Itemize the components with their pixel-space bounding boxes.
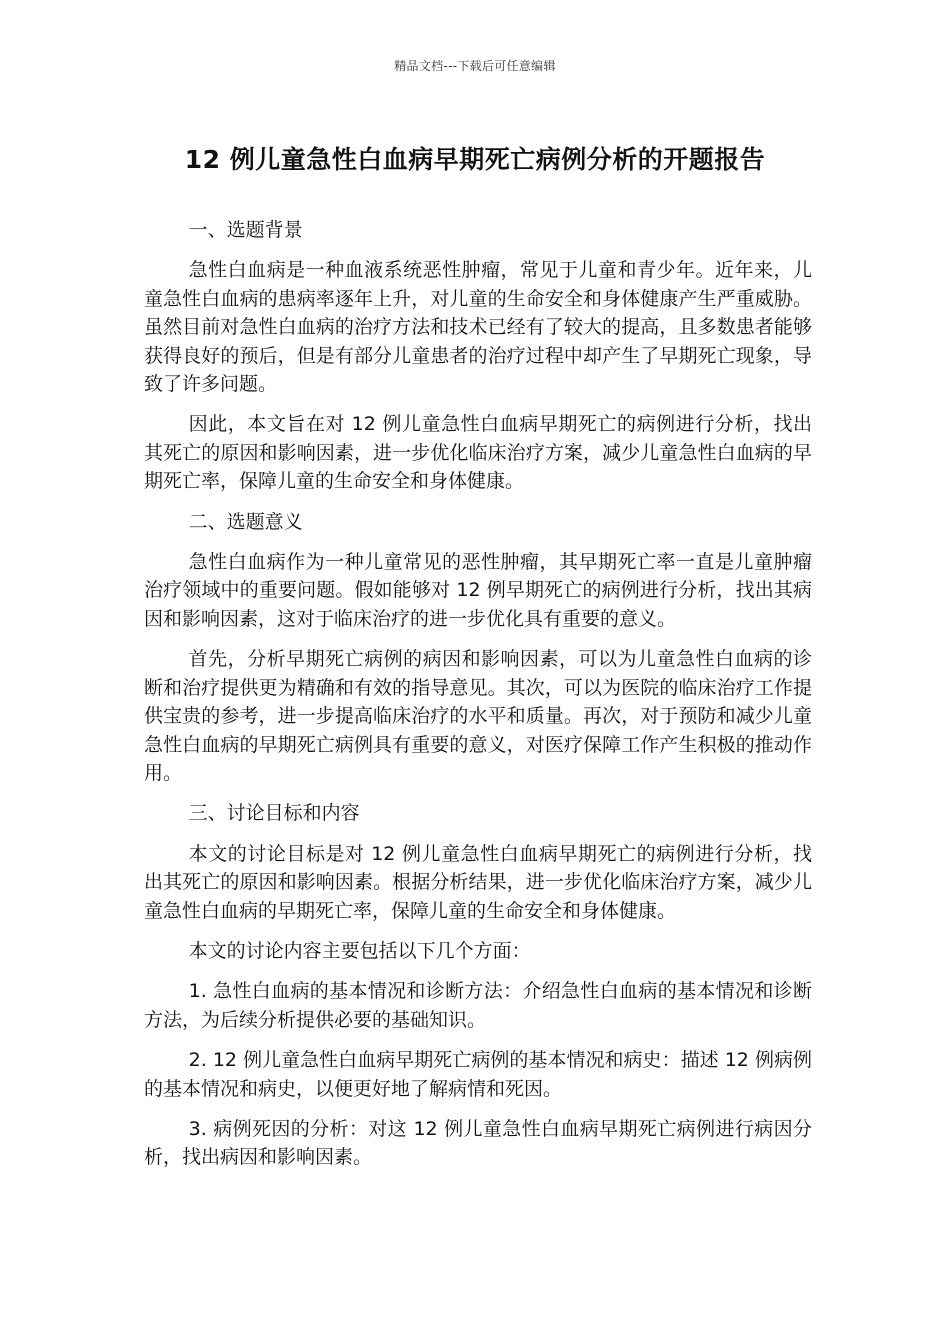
section-heading-goals: 三、讨论目标和内容 [188,802,360,825]
section-heading-significance: 二、选题意义 [188,510,303,533]
document-title: 12 例儿童急性白血病早期死亡病例分析的开题报告 [184,145,766,174]
paragraph: 本文的讨论目标是对 12 例儿童急性白血病早期死亡的病例进行分析，找出其死亡的原因和影响因素。根据分析结果，进一步优化临床治疗方案，减少儿童急性白血病的早期死亡率，保障儿童的生命安全和身体健康。 [144,842,812,922]
page-header-text: 精品文档---下载后可任意编辑 [394,59,556,73]
paragraph: 本文的讨论内容主要包括以下几个方面： [188,939,531,962]
paragraph: 因此，本文旨在对 12 例儿童急性白血病早期死亡的病例进行分析，找出其死亡的原因和影响因素，进一步优化临床治疗方案，减少儿童急性白血病的早期死亡率，保障儿童的生命安全和身体健康。 [144,413,812,493]
section-heading-background: 一、选题背景 [188,219,303,241]
document-body [144,216,812,1184]
list-item: 3. 病例死因的分析：对这 12 例儿童急性白血病早期死亡病例进行病因分析，找出病因和影响因素。 [144,1117,812,1169]
list-item: 2. 12 例儿童急性白血病早期死亡病例的基本情况和病史：描述 12 例病例的基本情况和病史，以便更好地了解病情和死因。 [144,1049,812,1100]
paragraph: 急性白血病是一种血液系统恶性肿瘤，常见于儿童和青少年。近年来，儿童急性白血病的患病率逐年上升，对儿童的生命安全和身体健康产生严重威胁。虽然目前对急性白血病的治疗方法和技术已经有了较大的提高，且多数患者能够获得良好的预后，但是有部分儿童患者的治疗过程中却产生了早期死亡现象，导致了许多问题。 [144,259,812,396]
paragraph: 急性白血病作为一种儿童常见的恶性肿瘤，其早期死亡率一直是儿童肿瘤治疗领域中的重要问题。假如能够对 12 例早期死亡的病例进行分析，找出其病因和影响因素，这对于临床治疗的进一步优化具有重要的意义。 [144,551,812,630]
paragraph: 首先，分析早期死亡病例的病因和影响因素，可以为儿童急性白血病的诊断和治疗提供更为精确和有效的指导意见。其次，可以为医院的临床治疗工作提供宝贵的参考，进一步提高临床治疗的水平和质量。再次，对于预防和减少儿童急性白血病的早期死亡病例具有重要的意义，对医疗保障工作产生积极的推动作用。 [144,648,812,784]
list-item: 1. 急性白血病的基本情况和诊断方法：介绍急性白血病的基本情况和诊断方法，为后续分析提供必要的基础知识。 [144,980,812,1031]
